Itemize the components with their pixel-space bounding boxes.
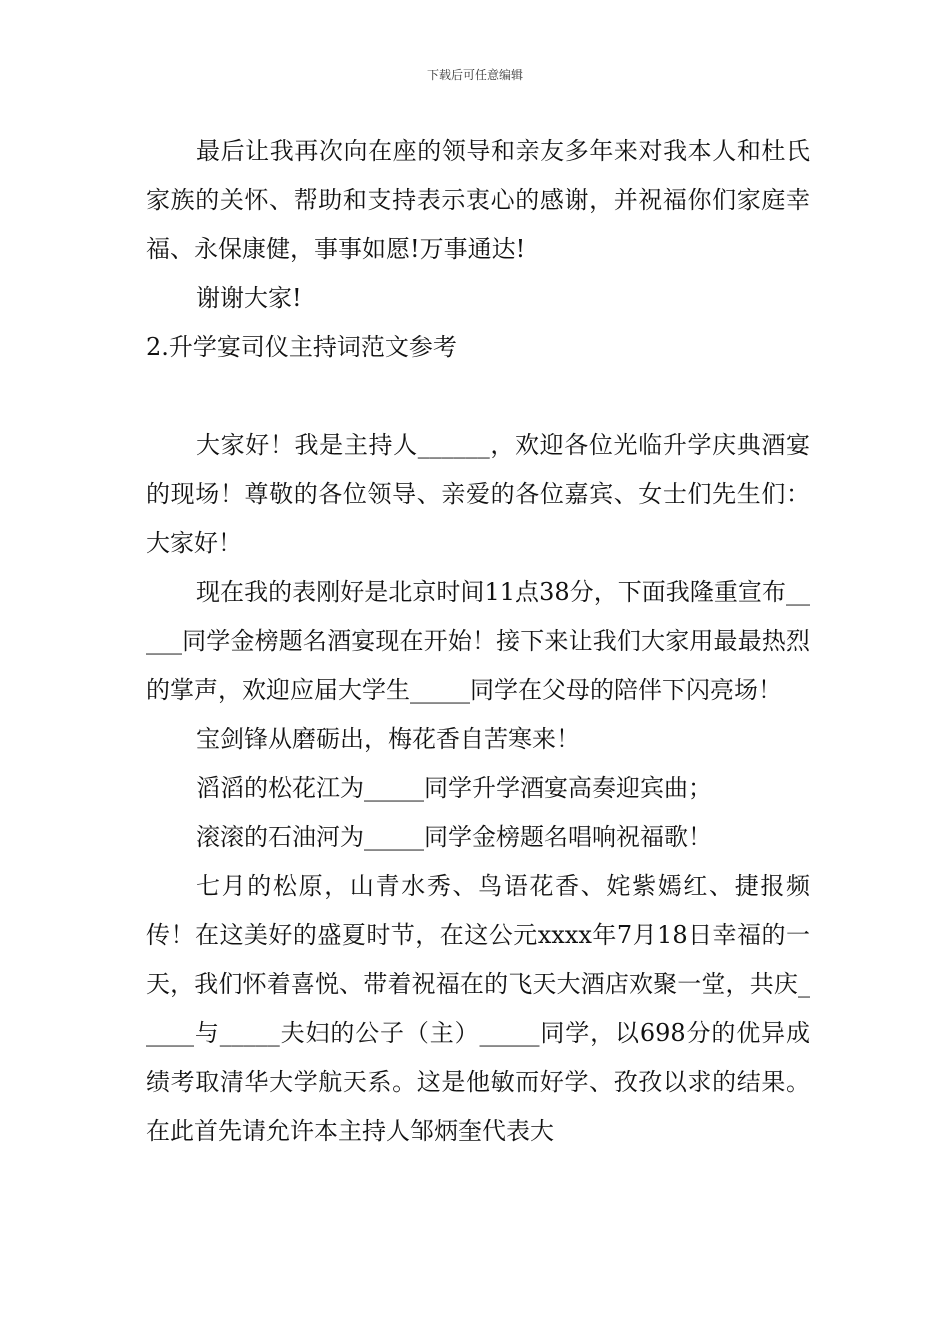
paragraph-thank-you: 谢谢大家! xyxy=(196,284,302,312)
paragraph-announcement: 现在我的表刚好是北京时间11点38分，下面我隆重宣布_____同学金榜题名酒宴现在开始！接下来让我们大家用最最热烈的掌声，欢迎应届大学生_____同学在父母的陪伴下闪亮场！ xyxy=(146,578,810,704)
paragraph-greeting: 大家好！我是主持人______，欢迎各位光临升学庆典酒宴的现场！尊敬的各位领导、亲爱的各位嘉宾、女士们先生们：大家好！ xyxy=(146,431,810,557)
page-header: 下载后可任意编辑 xyxy=(426,68,523,82)
paragraph-verse-3: 滚滚的石油河为_____同学金榜题名唱响祝福歌！ xyxy=(196,823,712,851)
paragraph-verse-2: 滔滔的松花江为_____同学升学酒宴高奏迎宾曲； xyxy=(196,774,712,802)
paragraph-verse-1: 宝剑锋从磨砺出，梅花香自苦寒来！ xyxy=(196,725,580,753)
paragraph-closing-thanks: 最后让我再次向在座的领导和亲友多年来对我本人和杜氏家族的关怀、帮助和支持表示衷心的感谢，并祝福你们家庭幸福、永保康健，事事如愿!万事通达! xyxy=(146,137,810,263)
paragraph-celebration: 七月的松原，山青水秀、鸟语花香、姹紫嫣红、捷报频传！在这美好的盛夏时节，在这公元xxxx年7月18日幸福的一天，我们怀着喜悦、带着祝福在的飞天大酒店欢聚一堂，共庆_____与_____夫妇的公子（主）_____同学，以698分的优异成绩考取清华大学航天系。这是他敏而好学、孜孜以求的结果。在此首先请允许本主持人邹炳奎代表大 xyxy=(146,872,810,1145)
document-body xyxy=(146,127,810,1156)
section-title: 2.升学宴司仪主持词范文参考 xyxy=(146,333,457,361)
